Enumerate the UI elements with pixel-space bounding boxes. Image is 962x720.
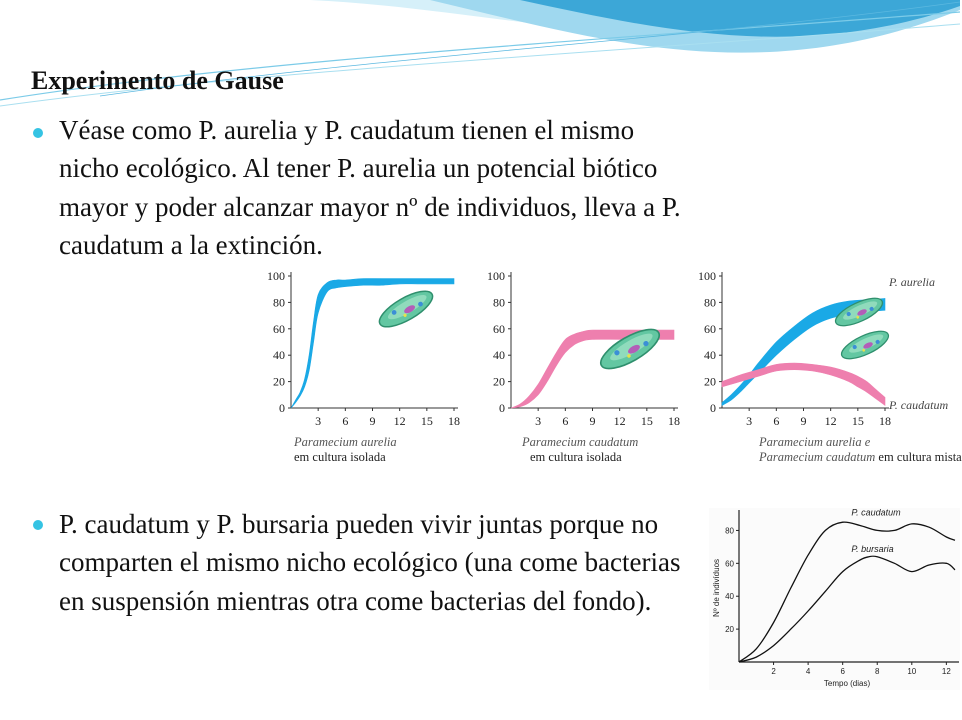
caption-rest: em cultura mista: [878, 450, 962, 464]
series-label: P. bursaria: [851, 543, 894, 554]
y-tick-label: 60: [704, 321, 716, 336]
x-tick-label: 12: [824, 414, 837, 428]
chart-caudatum-isolated: [478, 268, 678, 468]
x-tick-label: 6: [840, 667, 845, 676]
x-tick-label: 9: [589, 414, 596, 428]
x-tick-label: 8: [875, 667, 880, 676]
y-tick-label: 0: [710, 401, 716, 415]
chart-caudatum-bursaria: [709, 508, 960, 690]
y-tick-label: 80: [493, 295, 505, 310]
x-tick-label: 18: [448, 414, 460, 428]
y-tick-label: 20: [493, 374, 505, 389]
bullet-text-coexistence: P. caudatum y P. bursaria pueden vivir juntas porque no comparten el mismo nicho ecológico (una come bacterias en suspensión mientras otra come bacterias del fondo).: [59, 509, 681, 616]
y-tick-label: 60: [725, 559, 734, 569]
x-tick-label: 3: [535, 414, 542, 428]
caption-species-2: Paramecium caudatum: [759, 450, 876, 464]
x-tick-label: 18: [668, 414, 680, 428]
x-tick-label: 9: [800, 414, 807, 428]
y-tick-label: 60: [273, 321, 285, 336]
y-tick-label: 0: [279, 401, 285, 415]
x-tick-label: 15: [851, 414, 864, 428]
series-label: P. aurelia: [889, 275, 936, 289]
x-axis-label: Tempo (dias): [823, 679, 871, 688]
y-tick-label: 40: [704, 348, 716, 363]
y-tick-label: 20: [273, 374, 285, 389]
caption-species: Paramecium aurelia: [294, 435, 397, 449]
x-tick-label: 6: [773, 414, 780, 428]
y-tick-label: 0: [499, 401, 505, 415]
x-tick-label: 18: [879, 414, 891, 428]
x-tick-label: 15: [640, 414, 653, 428]
y-tick-label: 100: [487, 269, 505, 283]
caption-species: Paramecium caudatum: [522, 435, 639, 449]
series-label: P. caudatum: [851, 507, 901, 518]
caption-species: Paramecium aurelia e: [759, 435, 871, 449]
chart-caption: [522, 435, 638, 465]
x-tick-label: 12: [393, 414, 406, 428]
x-tick-label: 3: [746, 414, 753, 428]
x-tick-label: 6: [342, 414, 349, 428]
x-tick-label: 6: [562, 414, 569, 428]
bullet-text-gause-competition: Véase como P. aurelia y P. caudatum tienen el mismo nicho ecológico. Al tener P. aurelia un potencial biótico mayor y poder alcanzar mayor nº de individuos, lleva a P. caudatum a la extinción.: [59, 115, 681, 261]
chart-caption: [759, 435, 962, 465]
y-tick-label: 40: [273, 348, 285, 363]
y-tick-label: 80: [273, 295, 285, 310]
x-tick-label: 3: [315, 414, 322, 428]
bullet-marker: [33, 128, 43, 138]
chart-caption: [294, 435, 397, 465]
x-tick-label: 12: [941, 667, 951, 676]
x-tick-label: 12: [613, 414, 626, 428]
y-tick-label: 20: [704, 374, 716, 389]
y-tick-label: 40: [493, 348, 505, 363]
x-tick-label: 2: [771, 667, 776, 676]
caption-rest: em cultura isolada: [294, 450, 386, 464]
y-tick-label: 100: [698, 269, 716, 283]
slide-title: Experimento de Gause: [31, 66, 284, 95]
x-tick-label: 15: [420, 414, 433, 428]
chart-aurelia-isolated: [258, 268, 458, 468]
bullet-marker: [33, 520, 43, 530]
y-tick-label: 20: [725, 625, 734, 635]
y-tick-label: 40: [725, 592, 734, 602]
plot-background: [709, 508, 960, 690]
x-tick-label: 10: [907, 667, 917, 676]
y-tick-label: 100: [267, 269, 285, 283]
y-tick-label: 80: [704, 295, 716, 310]
series-label: P. caudatum: [889, 398, 949, 412]
y-tick-label: 80: [725, 526, 734, 536]
y-tick-label: 60: [493, 321, 505, 336]
chart-mixed-culture: [697, 268, 960, 468]
x-tick-label: 9: [369, 414, 376, 428]
x-tick-label: 4: [805, 667, 811, 676]
y-axis-label: Nº de indivíduos: [712, 558, 721, 618]
caption-rest: em cultura isolada: [530, 450, 622, 464]
